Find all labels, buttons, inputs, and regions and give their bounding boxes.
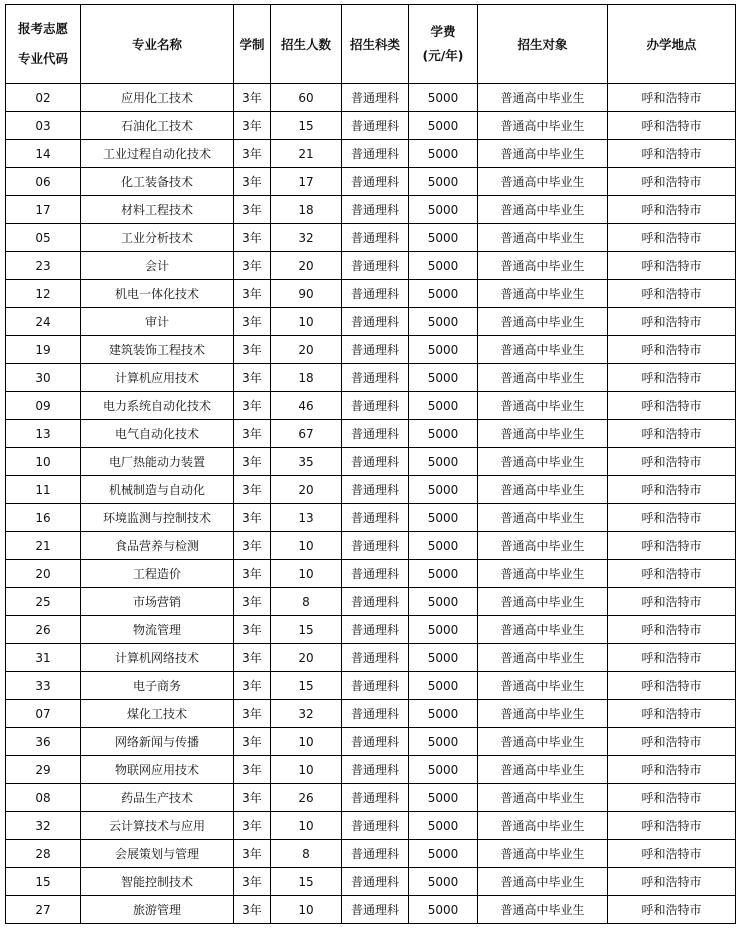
cell-location: 呼和浩特市 [608,364,736,392]
cell-duration: 3年 [234,252,271,280]
cell-count: 8 [271,588,342,616]
cell-fee: 5000 [409,140,478,168]
cell-location: 呼和浩特市 [608,280,736,308]
cell-count: 10 [271,812,342,840]
cell-code: 03 [6,112,81,140]
cell-count: 60 [271,84,342,112]
table-row [6,448,736,476]
cell-fee: 5000 [409,812,478,840]
cell-duration: 3年 [234,588,271,616]
cell-fee: 5000 [409,392,478,420]
cell-fee: 5000 [409,84,478,112]
cell-code: 09 [6,392,81,420]
cell-code: 06 [6,168,81,196]
cell-target: 普通高中毕业生 [478,140,608,168]
cell-name: 应用化工技术 [81,84,234,112]
cell-location: 呼和浩特市 [608,504,736,532]
cell-count: 20 [271,336,342,364]
cell-code: 23 [6,252,81,280]
cell-fee: 5000 [409,532,478,560]
header-code-line2: 专业代码 [17,51,68,66]
cell-name: 网络新闻与传播 [81,728,234,756]
cell-name: 材料工程技术 [81,196,234,224]
table-row [6,224,736,252]
cell-code: 36 [6,728,81,756]
cell-name: 工程造价 [81,560,234,588]
header-fee-line1: 学费 [430,24,456,39]
cell-fee: 5000 [409,644,478,672]
table-row [6,728,736,756]
table-row [6,896,736,924]
cell-name: 审计 [81,308,234,336]
cell-duration: 3年 [234,896,271,924]
cell-category: 普通理科 [342,448,409,476]
cell-code: 16 [6,504,81,532]
cell-fee: 5000 [409,504,478,532]
cell-target: 普通高中毕业生 [478,476,608,504]
cell-fee: 5000 [409,336,478,364]
cell-location: 呼和浩特市 [608,672,736,700]
cell-category: 普通理科 [342,896,409,924]
header-category: 招生科类 [342,5,409,84]
cell-count: 15 [271,616,342,644]
table-row [6,504,736,532]
header-code-line1: 报考志愿 [17,21,68,36]
table-row [6,420,736,448]
cell-code: 15 [6,868,81,896]
cell-duration: 3年 [234,560,271,588]
cell-fee: 5000 [409,252,478,280]
cell-category: 普通理科 [342,420,409,448]
cell-count: 67 [271,420,342,448]
cell-category: 普通理科 [342,812,409,840]
cell-count: 10 [271,308,342,336]
cell-count: 8 [271,840,342,868]
cell-location: 呼和浩特市 [608,756,736,784]
cell-target: 普通高中毕业生 [478,392,608,420]
cell-code: 11 [6,476,81,504]
cell-target: 普通高中毕业生 [478,700,608,728]
table-row [6,392,736,420]
cell-target: 普通高中毕业生 [478,560,608,588]
cell-category: 普通理科 [342,616,409,644]
cell-target: 普通高中毕业生 [478,728,608,756]
cell-name: 计算机应用技术 [81,364,234,392]
cell-location: 呼和浩特市 [608,336,736,364]
table-row [6,112,736,140]
cell-count: 10 [271,756,342,784]
cell-duration: 3年 [234,784,271,812]
cell-fee: 5000 [409,420,478,448]
cell-fee: 5000 [409,224,478,252]
cell-fee: 5000 [409,168,478,196]
cell-name: 机电一体化技术 [81,280,234,308]
cell-code: 08 [6,784,81,812]
cell-target: 普通高中毕业生 [478,364,608,392]
cell-code: 30 [6,364,81,392]
cell-location: 呼和浩特市 [608,532,736,560]
cell-category: 普通理科 [342,644,409,672]
cell-duration: 3年 [234,616,271,644]
table-row [6,756,736,784]
table-row [6,532,736,560]
cell-location: 呼和浩特市 [608,616,736,644]
cell-category: 普通理科 [342,560,409,588]
table-row [6,336,736,364]
cell-category: 普通理科 [342,224,409,252]
cell-category: 普通理科 [342,532,409,560]
cell-count: 15 [271,112,342,140]
table-row [6,700,736,728]
cell-count: 20 [271,644,342,672]
cell-category: 普通理科 [342,588,409,616]
cell-target: 普通高中毕业生 [478,812,608,840]
cell-code: 25 [6,588,81,616]
cell-count: 15 [271,868,342,896]
cell-duration: 3年 [234,336,271,364]
cell-fee: 5000 [409,560,478,588]
cell-target: 普通高中毕业生 [478,896,608,924]
cell-category: 普通理科 [342,252,409,280]
cell-fee: 5000 [409,784,478,812]
cell-duration: 3年 [234,168,271,196]
cell-category: 普通理科 [342,392,409,420]
cell-name: 工业过程自动化技术 [81,140,234,168]
cell-duration: 3年 [234,756,271,784]
table-row [6,252,736,280]
cell-name: 机械制造与自动化 [81,476,234,504]
cell-count: 18 [271,196,342,224]
cell-category: 普通理科 [342,728,409,756]
cell-location: 呼和浩特市 [608,168,736,196]
header-count: 招生人数 [271,5,342,84]
cell-code: 14 [6,140,81,168]
cell-location: 呼和浩特市 [608,140,736,168]
cell-name: 计算机网络技术 [81,644,234,672]
cell-category: 普通理科 [342,756,409,784]
cell-fee: 5000 [409,364,478,392]
cell-duration: 3年 [234,868,271,896]
header-fee [409,5,478,84]
cell-count: 90 [271,280,342,308]
cell-fee: 5000 [409,728,478,756]
cell-duration: 3年 [234,84,271,112]
table-row [6,560,736,588]
cell-category: 普通理科 [342,784,409,812]
cell-target: 普通高中毕业生 [478,616,608,644]
cell-duration: 3年 [234,532,271,560]
enrollment-table [5,4,736,924]
table-row [6,840,736,868]
cell-target: 普通高中毕业生 [478,252,608,280]
cell-code: 32 [6,812,81,840]
cell-location: 呼和浩特市 [608,112,736,140]
cell-category: 普通理科 [342,504,409,532]
table-row [6,308,736,336]
cell-count: 18 [271,364,342,392]
table-row [6,812,736,840]
cell-fee: 5000 [409,112,478,140]
cell-duration: 3年 [234,728,271,756]
cell-location: 呼和浩特市 [608,644,736,672]
cell-target: 普通高中毕业生 [478,112,608,140]
cell-location: 呼和浩特市 [608,420,736,448]
cell-name: 物流管理 [81,616,234,644]
cell-fee: 5000 [409,840,478,868]
cell-code: 21 [6,532,81,560]
table-row [6,644,736,672]
cell-fee: 5000 [409,616,478,644]
table-row [6,364,736,392]
cell-name: 会展策划与管理 [81,840,234,868]
cell-location: 呼和浩特市 [608,392,736,420]
cell-code: 10 [6,448,81,476]
cell-duration: 3年 [234,504,271,532]
cell-category: 普通理科 [342,840,409,868]
table-row [6,616,736,644]
cell-code: 02 [6,84,81,112]
cell-count: 21 [271,140,342,168]
cell-count: 10 [271,532,342,560]
cell-code: 31 [6,644,81,672]
header-location: 办学地点 [608,5,736,84]
cell-target: 普通高中毕业生 [478,588,608,616]
cell-duration: 3年 [234,392,271,420]
cell-duration: 3年 [234,420,271,448]
table-row [6,280,736,308]
cell-target: 普通高中毕业生 [478,84,608,112]
cell-target: 普通高中毕业生 [478,336,608,364]
cell-target: 普通高中毕业生 [478,504,608,532]
cell-fee: 5000 [409,700,478,728]
cell-name: 电子商务 [81,672,234,700]
cell-count: 10 [271,560,342,588]
cell-code: 33 [6,672,81,700]
cell-location: 呼和浩特市 [608,84,736,112]
table-row [6,868,736,896]
cell-target: 普通高中毕业生 [478,672,608,700]
table-row [6,784,736,812]
cell-category: 普通理科 [342,476,409,504]
table-row [6,588,736,616]
cell-category: 普通理科 [342,672,409,700]
cell-name: 物联网应用技术 [81,756,234,784]
cell-code: 17 [6,196,81,224]
cell-target: 普通高中毕业生 [478,532,608,560]
cell-target: 普通高中毕业生 [478,840,608,868]
cell-category: 普通理科 [342,140,409,168]
cell-location: 呼和浩特市 [608,784,736,812]
cell-duration: 3年 [234,448,271,476]
cell-name: 云计算技术与应用 [81,812,234,840]
cell-name: 会计 [81,252,234,280]
cell-count: 10 [271,896,342,924]
cell-target: 普通高中毕业生 [478,224,608,252]
cell-target: 普通高中毕业生 [478,784,608,812]
header-target: 招生对象 [478,5,608,84]
cell-category: 普通理科 [342,112,409,140]
cell-code: 20 [6,560,81,588]
cell-target: 普通高中毕业生 [478,196,608,224]
cell-name: 工业分析技术 [81,224,234,252]
cell-name: 旅游管理 [81,896,234,924]
header-name: 专业名称 [81,5,234,84]
cell-category: 普通理科 [342,868,409,896]
cell-count: 32 [271,700,342,728]
cell-name: 化工装备技术 [81,168,234,196]
cell-name: 智能控制技术 [81,868,234,896]
cell-count: 20 [271,476,342,504]
cell-fee: 5000 [409,896,478,924]
cell-name: 市场营销 [81,588,234,616]
cell-category: 普通理科 [342,308,409,336]
header-row [6,5,736,84]
cell-duration: 3年 [234,196,271,224]
cell-target: 普通高中毕业生 [478,280,608,308]
cell-duration: 3年 [234,280,271,308]
table-body [6,84,736,924]
cell-code: 28 [6,840,81,868]
cell-target: 普通高中毕业生 [478,756,608,784]
table-row [6,168,736,196]
cell-duration: 3年 [234,812,271,840]
cell-name: 建筑装饰工程技术 [81,336,234,364]
cell-target: 普通高中毕业生 [478,868,608,896]
cell-count: 17 [271,168,342,196]
cell-duration: 3年 [234,308,271,336]
cell-fee: 5000 [409,476,478,504]
table-row [6,196,736,224]
header-fee-line2: (元/年) [422,48,464,63]
cell-category: 普通理科 [342,364,409,392]
cell-name: 石油化工技术 [81,112,234,140]
table-row [6,672,736,700]
cell-location: 呼和浩特市 [608,812,736,840]
table-row [6,84,736,112]
cell-target: 普通高中毕业生 [478,448,608,476]
cell-duration: 3年 [234,476,271,504]
cell-location: 呼和浩特市 [608,896,736,924]
cell-code: 26 [6,616,81,644]
cell-code: 27 [6,896,81,924]
cell-duration: 3年 [234,112,271,140]
cell-category: 普通理科 [342,280,409,308]
cell-code: 24 [6,308,81,336]
cell-duration: 3年 [234,224,271,252]
cell-name: 药品生产技术 [81,784,234,812]
cell-name: 电力系统自动化技术 [81,392,234,420]
cell-location: 呼和浩特市 [608,728,736,756]
cell-name: 食品营养与检测 [81,532,234,560]
cell-fee: 5000 [409,756,478,784]
cell-count: 10 [271,728,342,756]
cell-name: 环境监测与控制技术 [81,504,234,532]
cell-target: 普通高中毕业生 [478,644,608,672]
table-row [6,476,736,504]
cell-fee: 5000 [409,672,478,700]
cell-name: 电气自动化技术 [81,420,234,448]
cell-code: 13 [6,420,81,448]
cell-category: 普通理科 [342,196,409,224]
cell-location: 呼和浩特市 [608,224,736,252]
header-code [6,5,81,84]
cell-location: 呼和浩特市 [608,308,736,336]
cell-location: 呼和浩特市 [608,252,736,280]
cell-duration: 3年 [234,140,271,168]
cell-target: 普通高中毕业生 [478,168,608,196]
cell-duration: 3年 [234,672,271,700]
cell-category: 普通理科 [342,700,409,728]
cell-duration: 3年 [234,700,271,728]
cell-category: 普通理科 [342,336,409,364]
cell-location: 呼和浩特市 [608,448,736,476]
cell-count: 26 [271,784,342,812]
cell-category: 普通理科 [342,84,409,112]
cell-location: 呼和浩特市 [608,196,736,224]
cell-location: 呼和浩特市 [608,840,736,868]
cell-duration: 3年 [234,840,271,868]
cell-location: 呼和浩特市 [608,588,736,616]
cell-name: 电厂热能动力装置 [81,448,234,476]
cell-fee: 5000 [409,280,478,308]
cell-location: 呼和浩特市 [608,476,736,504]
cell-duration: 3年 [234,364,271,392]
cell-count: 35 [271,448,342,476]
cell-code: 29 [6,756,81,784]
cell-code: 12 [6,280,81,308]
cell-target: 普通高中毕业生 [478,308,608,336]
cell-fee: 5000 [409,588,478,616]
cell-count: 32 [271,224,342,252]
cell-location: 呼和浩特市 [608,700,736,728]
cell-category: 普通理科 [342,168,409,196]
cell-count: 46 [271,392,342,420]
cell-code: 07 [6,700,81,728]
cell-count: 15 [271,672,342,700]
cell-fee: 5000 [409,196,478,224]
cell-duration: 3年 [234,644,271,672]
cell-count: 13 [271,504,342,532]
header-duration: 学制 [234,5,271,84]
cell-name: 煤化工技术 [81,700,234,728]
table-row [6,140,736,168]
cell-location: 呼和浩特市 [608,868,736,896]
cell-fee: 5000 [409,448,478,476]
cell-count: 20 [271,252,342,280]
cell-location: 呼和浩特市 [608,560,736,588]
cell-code: 19 [6,336,81,364]
cell-fee: 5000 [409,868,478,896]
cell-fee: 5000 [409,308,478,336]
cell-code: 05 [6,224,81,252]
cell-target: 普通高中毕业生 [478,420,608,448]
